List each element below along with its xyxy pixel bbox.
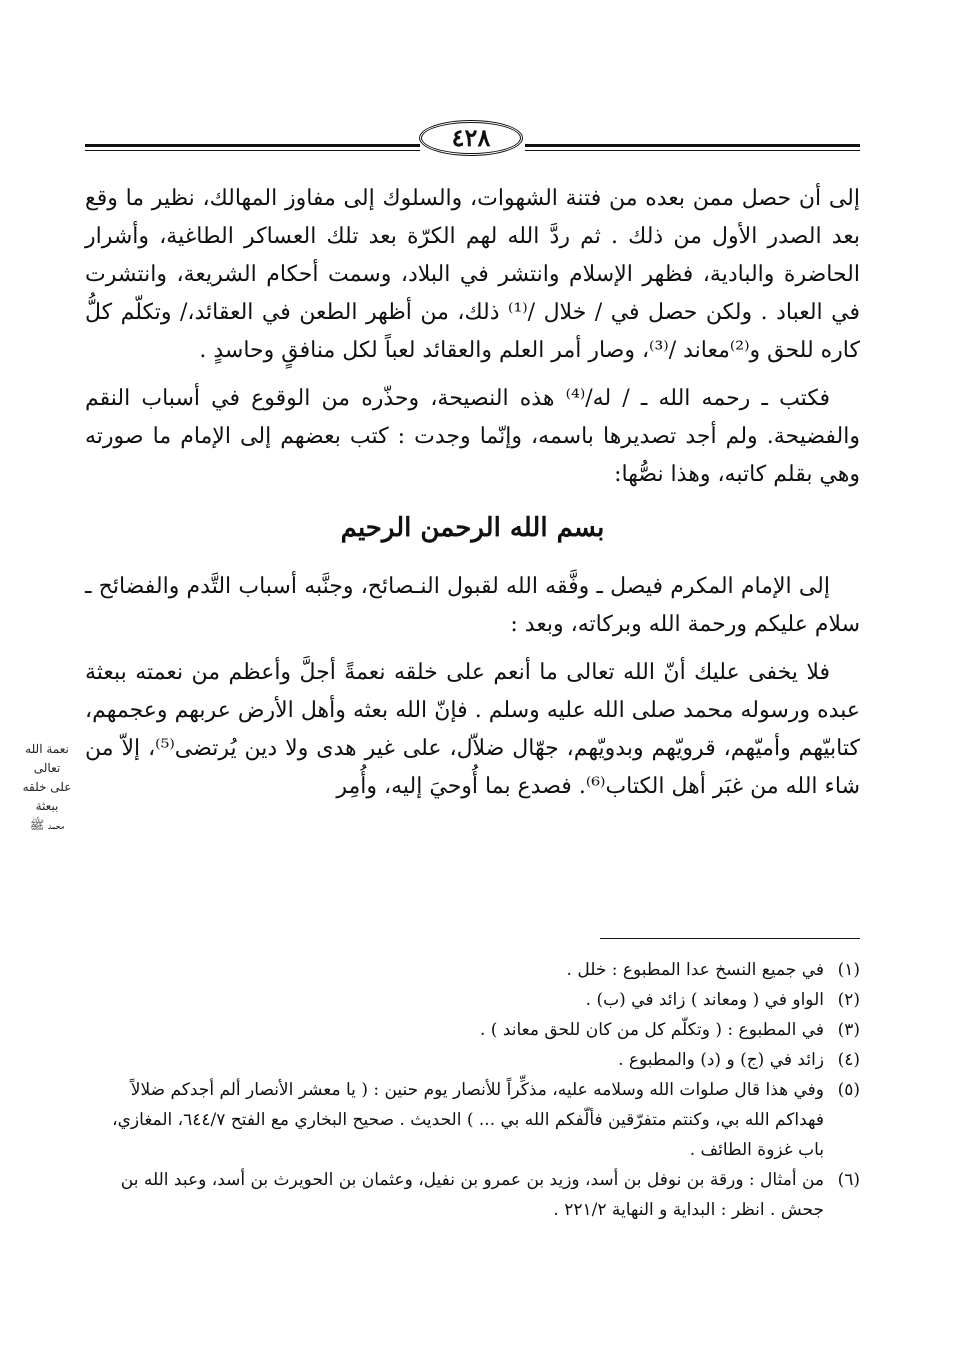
margin-note-line: تعالى bbox=[33, 761, 61, 775]
basmala-heading: بسم الله الرحمن الرحيم bbox=[340, 513, 605, 543]
footnote-number: (٥) bbox=[837, 1080, 860, 1100]
footnote-text: من أمثال : ورقة بن نوفل بن أسد، وزيد بن عمرو بن نفيل، وعثمان بن الحويرث بن أسد، وعبد الله بن جحش . انظر : البداية و النهاية ٢٢١/٢ . bbox=[120, 1170, 824, 1220]
footnote-text: في جميع النسخ عدا المطبوع : خلل . bbox=[566, 960, 824, 980]
margin-note-line: ببعثة bbox=[35, 799, 59, 813]
footnote bbox=[85, 985, 860, 1015]
page-number: ٤٢٨ bbox=[419, 120, 523, 156]
footnote bbox=[85, 1045, 860, 1075]
footnote-text: الواو في ( ومعاند ) زائد في (ب) . bbox=[585, 990, 824, 1010]
footnote-separator bbox=[600, 938, 860, 939]
footnote-number: (٣) bbox=[837, 1020, 860, 1040]
margin-note-line: محمد ﷺ bbox=[29, 818, 65, 832]
footnote-number: (٤) bbox=[837, 1050, 860, 1070]
page-header bbox=[85, 110, 860, 160]
footnote-number: (٦) bbox=[837, 1170, 860, 1190]
margin-note bbox=[4, 740, 90, 835]
footnote bbox=[85, 955, 860, 985]
footnote-number: (٢) bbox=[837, 990, 860, 1010]
margin-note-line: على خلقه bbox=[22, 780, 72, 794]
letter-paragraph-1: إلى الإمام المكرم فيصل ـ وفَّقه الله لقبول النـصائح، وجنَّبه أسباب التَّدم والفضائح ـ سلام عليكم ورحمة الله وبركاته، وبعد : bbox=[85, 574, 860, 637]
footnote-text: في المطبوع : ( وتكلّم كل من كان للحق معاند ) . bbox=[479, 1020, 824, 1040]
margin-note-line: نعمة الله bbox=[25, 742, 69, 756]
header-rule-left bbox=[85, 144, 420, 147]
footnotes bbox=[85, 955, 860, 1225]
main-text bbox=[85, 180, 860, 816]
paragraph-1: إلى أن حصل ممن بعده من فتنة الشهوات، والسلوك إلى مفاوز المهالك، نظير ما وقع بعد الصدر الأول من ذلك . ثم ردَّ الله لهم الكرّة بعد تلك العساكر الطاغية، وأشرار الحاضرة والبادية، فظهر الإسلام وانتشر في البلاد، وسمت أحكام الشريعة، وانتشرت في العباد . ولكن حصل في / خلال /⁽¹⁾ ذلك، من أظهر الطعن في العقائد،/ وتكلّم كلُّ كاره للحق و⁽²⁾معاند /⁽³⁾، وصار أمر العلم والعقائد لعباً لكل منافقٍ وحاسدٍ . bbox=[85, 186, 861, 363]
paragraph-2: فكتب ـ رحمه الله ـ / له/⁽⁴⁾ هذه النصيحة، وحذّره من الوقوع في أسباب النقم والفضيحة. ولم أجد تصديرها باسمه، وإنّما وجدت : كتب بعضهم إلى الإمام ما صورته وهي بقلم كاتبه، وهذا نصُّها: bbox=[85, 386, 860, 487]
letter-paragraph-2: فلا يخفى عليك أنّ الله تعالى ما أنعم على خلقه نعمةً أجلَّ وأعظم من نعمته ببعثة عبده ورسوله محمد صلى الله عليه وسلم . فإنّ الله بعثه وأهل الأرض عربهم وعجمهم، كتابيّهم وأميّهم، قرويّهم وبدويّهم، جهّال ضلاّل، على غير هدى ولا دين يُرتضى⁽⁵⁾، إلاّ من شاء الله من غبَر أهل الكتاب⁽⁶⁾. فصدع بما أُوحيَ إليه، وأُمِر bbox=[85, 660, 860, 799]
footnote bbox=[85, 1015, 860, 1045]
header-rule-right bbox=[525, 144, 860, 147]
footnote-text: زائد في (ج) و (د) والمطبوع . bbox=[618, 1050, 824, 1070]
footnote-number: (١) bbox=[837, 960, 860, 980]
footnote-text: وفي هذا قال صلوات الله وسلامه عليه، مذكِّراً للأنصار يوم حنين : ( يا معشر الأنصار ألم أجدكم ضلالاً فهداكم الله بي، وكنتم متفرّقين فألّفكم الله بي ... ) الحديث . صحيح البخاري مع الفتح ٦٤٤/٧، المغازي، باب غزوة الطائف . bbox=[112, 1080, 824, 1160]
footnote bbox=[85, 1165, 860, 1225]
footnote bbox=[85, 1075, 860, 1165]
